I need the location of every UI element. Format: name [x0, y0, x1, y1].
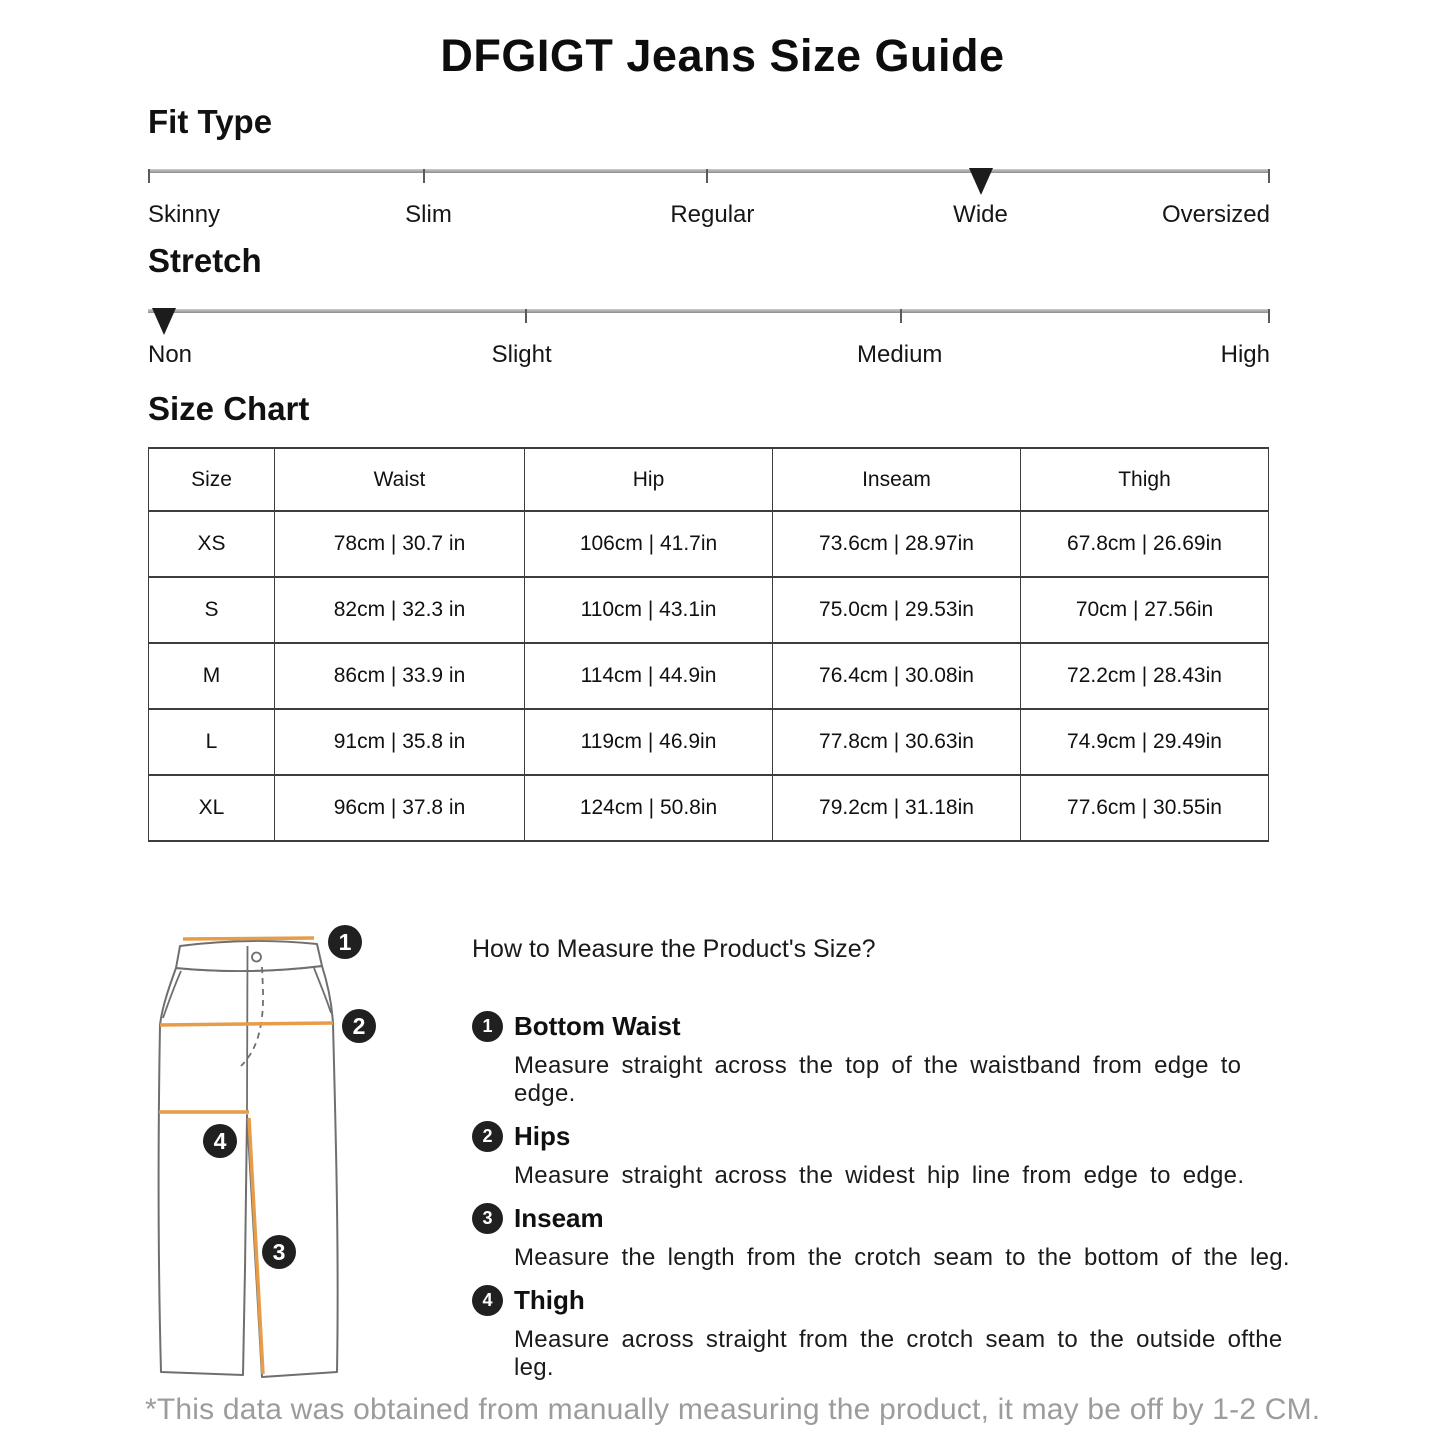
measure-item-desc: Measure straight across the top of the waistband from edge to edge.: [514, 1052, 1242, 1107]
cell-thigh: 74.9cm | 29.49in: [1021, 709, 1269, 775]
fit-label-regular: Regular: [670, 201, 755, 228]
step-4-badge-icon: 4: [472, 1285, 503, 1316]
cell-size: XL: [149, 775, 275, 841]
measure-item-header: [472, 1285, 1312, 1316]
measure-guide-heading: How to Measure the Product's Size?: [472, 935, 876, 963]
cell-inseam: 77.8cm | 30.63in: [773, 709, 1021, 775]
stretch-label-slight: Slight: [491, 341, 552, 368]
stretch-track: [148, 309, 1270, 313]
stretch-tick-slight: [525, 309, 527, 323]
cell-thigh: 70cm | 27.56in: [1021, 577, 1269, 643]
cell-waist: 78cm | 30.7 in: [275, 511, 525, 577]
cell-waist: 82cm | 32.3 in: [275, 577, 525, 643]
cell-inseam: 76.4cm | 30.08in: [773, 643, 1021, 709]
stretch-tick-medium: [900, 309, 902, 323]
cell-hip: 106cm | 41.7in: [525, 511, 773, 577]
col-header-inseam: Inseam: [773, 448, 1021, 511]
table-row: [149, 643, 1269, 709]
measure-item-label: Bottom Waist: [514, 1011, 681, 1041]
measure-item-desc: Measure straight across the widest hip line from edge to edge.: [514, 1162, 1245, 1189]
table-row: [149, 775, 1269, 841]
fit-selected-marker-icon: [969, 168, 993, 195]
badge-2-number: 2: [352, 1013, 366, 1039]
measure-item-header: [472, 1121, 1312, 1152]
cell-size: XS: [149, 511, 275, 577]
measure-item-header: [472, 1203, 1312, 1234]
fit-label-oversized: Oversized: [1161, 201, 1270, 228]
cell-hip: 110cm | 43.1in: [525, 577, 773, 643]
cell-inseam: 79.2cm | 31.18in: [773, 775, 1021, 841]
step-3-badge-icon: 3: [472, 1203, 503, 1234]
size-chart-table: [148, 447, 1269, 842]
badge-3-number: 3: [272, 1239, 286, 1265]
step-1-badge-icon: 1: [472, 1011, 503, 1042]
col-header-hip: Hip: [525, 448, 773, 511]
col-header-thigh: Thigh: [1021, 448, 1269, 511]
cell-inseam: 75.0cm | 29.53in: [773, 577, 1021, 643]
step-2-badge-icon: 2: [472, 1121, 503, 1152]
measure-guide: [472, 935, 1312, 1382]
fit-type-scale: [148, 169, 1270, 233]
fit-tick-end: [1268, 169, 1270, 183]
col-header-size: Size: [149, 448, 275, 511]
stretch-heading: Stretch: [148, 242, 262, 279]
stretch-tick-end: [1268, 309, 1270, 323]
cell-thigh: 67.8cm | 26.69in: [1021, 511, 1269, 577]
cell-hip: 119cm | 46.9in: [525, 709, 773, 775]
cell-hip: 114cm | 44.9in: [525, 643, 773, 709]
stretch-label-medium: Medium: [857, 341, 943, 368]
badge-1-number: 1: [338, 929, 352, 955]
waist-measure-line: [183, 938, 314, 939]
table-header-row: [149, 448, 1269, 511]
stretch-label-high: High: [1220, 341, 1270, 368]
page-title: DFGIGT Jeans Size Guide: [440, 30, 1005, 81]
cell-size: L: [149, 709, 275, 775]
cell-thigh: 72.2cm | 28.43in: [1021, 643, 1269, 709]
badge-4-number: 4: [213, 1128, 227, 1154]
cell-size: S: [149, 577, 275, 643]
table-row: [149, 511, 1269, 577]
cell-hip: 124cm | 50.8in: [525, 775, 773, 841]
cell-inseam: 73.6cm | 28.97in: [773, 511, 1021, 577]
stretch-scale: [148, 309, 1270, 373]
table-row: [149, 577, 1269, 643]
measure-item-label: Hips: [514, 1121, 571, 1151]
pants-diagram: [140, 912, 392, 1398]
measure-item-header: [472, 1011, 1312, 1042]
fit-label-skinny: Skinny: [148, 201, 221, 228]
fit-type-track: [148, 169, 1270, 173]
measure-item-desc: Measure the length from the crotch seam to the bottom of the leg.: [514, 1244, 1290, 1271]
cell-waist: 96cm | 37.8 in: [275, 775, 525, 841]
cell-waist: 91cm | 35.8 in: [275, 709, 525, 775]
fit-tick-slim: [423, 169, 425, 183]
fit-type-heading: Fit Type: [148, 103, 273, 140]
fit-label-wide: Wide: [953, 201, 1008, 228]
size-chart-heading: Size Chart: [148, 390, 310, 427]
measure-item-label: Thigh: [514, 1285, 585, 1315]
hip-measure-line: [160, 1023, 333, 1025]
col-header-waist: Waist: [275, 448, 525, 511]
stretch-label-non: Non: [148, 341, 193, 368]
table-row: [149, 709, 1269, 775]
footnote: *This data was obtained from manually measuring the product, it may be off by 1-2 CM.: [145, 1393, 1321, 1426]
fit-tick-skinny: [148, 169, 150, 183]
measure-item-desc: Measure across straight from the crotch seam to the outside ofthe leg.: [514, 1326, 1283, 1381]
cell-thigh: 77.6cm | 30.55in: [1021, 775, 1269, 841]
cell-size: M: [149, 643, 275, 709]
fit-label-slim: Slim: [405, 201, 452, 228]
fit-tick-regular: [706, 169, 708, 183]
stretch-selected-marker-icon: [152, 308, 176, 335]
center-seam: [247, 946, 248, 1113]
cell-waist: 86cm | 33.9 in: [275, 643, 525, 709]
measure-item-label: Inseam: [514, 1203, 604, 1233]
waistband: [176, 941, 322, 971]
